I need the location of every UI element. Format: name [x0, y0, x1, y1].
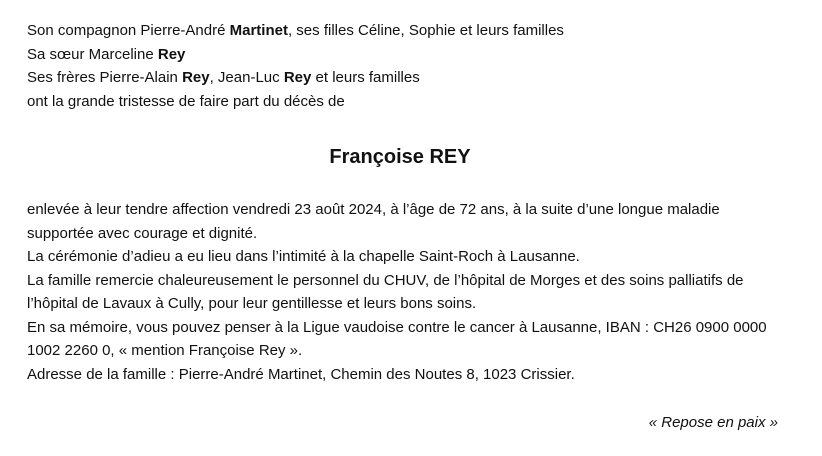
surname-rey: Rey	[182, 69, 210, 86]
thanks-line: l’hôpital de Lavaux à Cully, pour leur gentillesse et leurs bons soins.	[27, 295, 477, 312]
announcement-line: ont la grande tristesse de faire part du décès de	[27, 92, 345, 110]
details-line: supportée avec courage et dignité.	[27, 224, 258, 242]
text-segment: Son compagnon Pierre-André	[27, 22, 230, 39]
text-segment: Sa sœur Marceline	[27, 45, 158, 63]
donation-line: En sa mémoire, vous pouvez penser à la Ligue vaudoise contre le cancer à Lausanne, IBAN : CH26 0900 0000	[27, 318, 767, 336]
surname-rey: Rey	[283, 69, 312, 86]
ceremony-line: La cérémonie d’adieu a eu lieu dans l’intimité à la chapelle Saint-Roch à Lausanne.	[27, 248, 580, 265]
family-line-brothers	[27, 66, 787, 90]
family-address-line: Adresse de la famille : Pierre-André Martinet, Chemin des Noutes 8, 1023 Crissier.	[27, 365, 575, 383]
details-line: enlevée à leur tendre affection vendredi 23 août 2024, à l’âge de 72 ans, à la suite d’une longue maladie	[27, 201, 720, 218]
family-line-partner-daughters	[27, 19, 787, 43]
thanks-line: La famille remercie chaleureusement le personnel du CHUV, de l’hôpital de Morges et des soins palliatifs de	[27, 271, 744, 289]
family-announcement	[27, 19, 787, 113]
surname-martinet: Martinet	[229, 22, 288, 39]
closing-phrase: « Repose en paix »	[648, 414, 778, 431]
text-segment: et leurs familles	[311, 69, 420, 86]
family-line-sister	[27, 43, 787, 67]
notice-details	[27, 198, 787, 386]
text-segment: , ses filles Céline, Sophie et leurs familles	[287, 22, 564, 39]
surname-rey: Rey	[157, 45, 186, 63]
donation-line: 1002 2260 0, « mention Françoise Rey ».	[27, 342, 303, 359]
text-segment: , Jean-Luc	[209, 69, 284, 86]
deceased-name: Françoise REY	[329, 146, 471, 168]
text-segment: Ses frères Pierre-Alain	[27, 69, 183, 86]
